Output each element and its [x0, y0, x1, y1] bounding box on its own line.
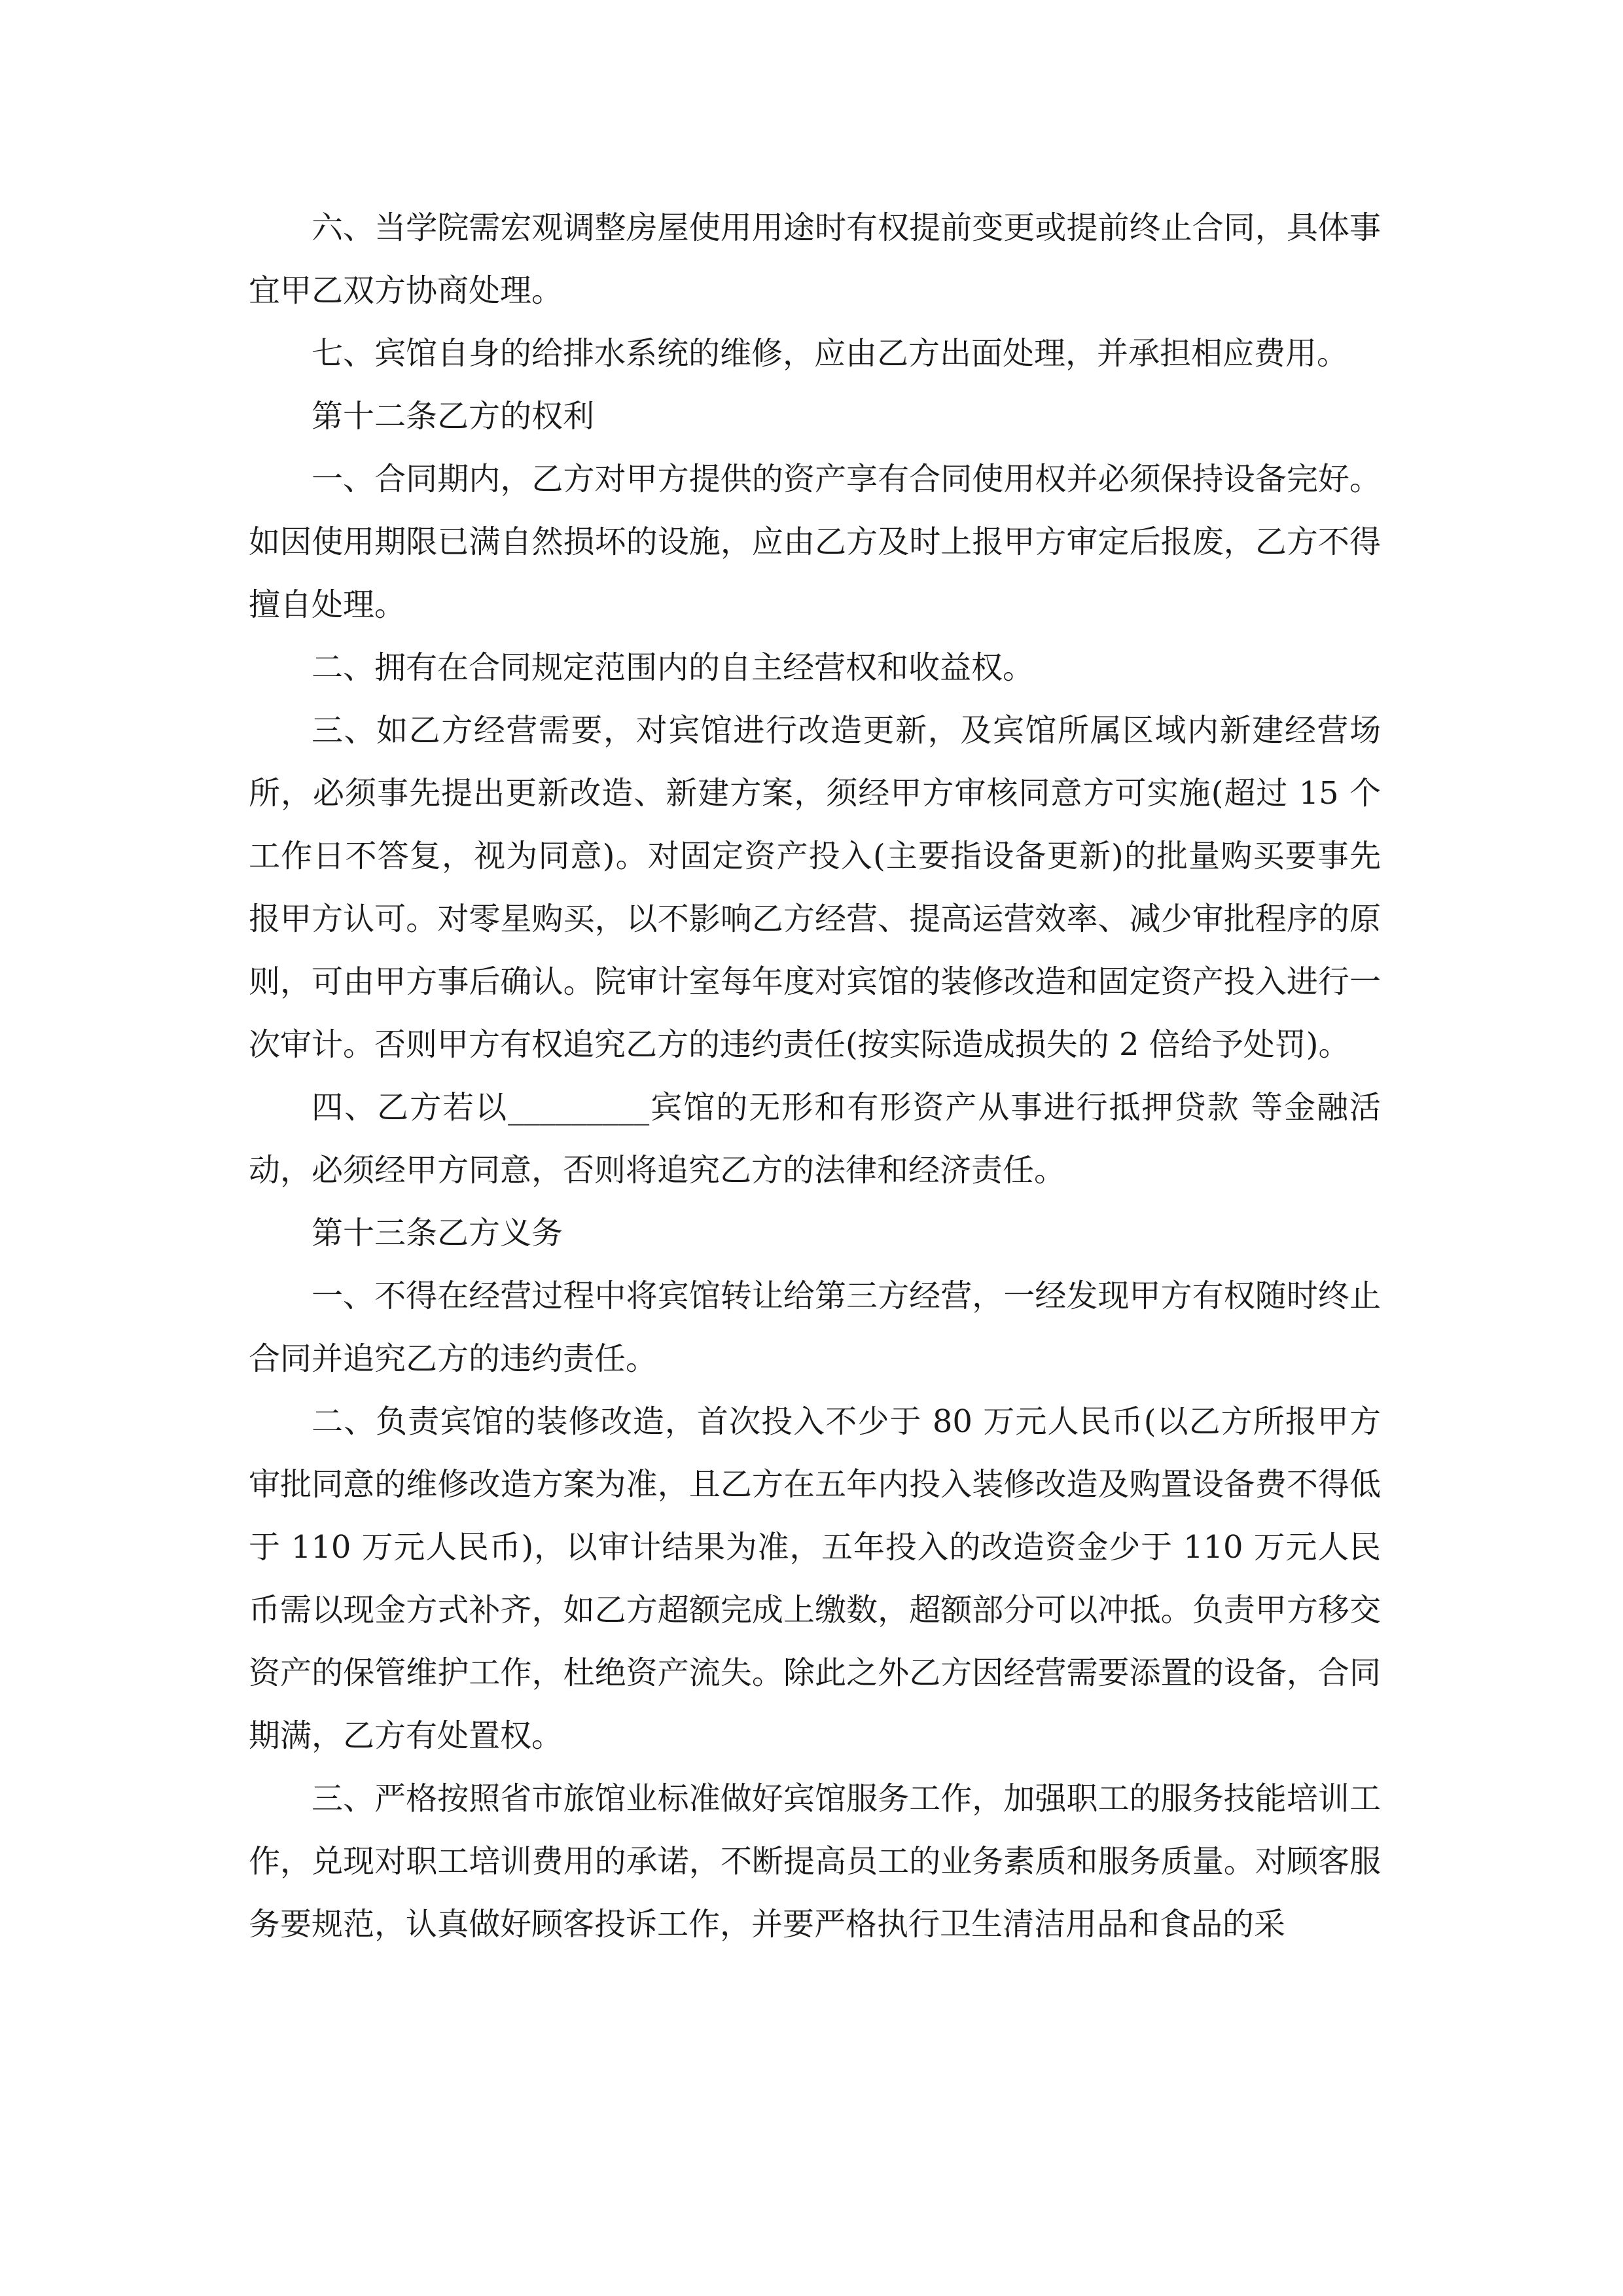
article-heading: 第十三条乙方义务: [312, 1215, 563, 1251]
clause-paragraph: 三、严格按照省市旅馆业标准做好宾馆服务工作，加强职工的服务技能培训工作，兑现对职工培训费用的承诺，不断提高员工的业务素质和服务质量。对顾客服务要规范，认真做好顾客投诉工作，并要严格执行卫生清洁用品和食品的采: [249, 1780, 1381, 1943]
clause-paragraph: 三、如乙方经营需要，对宾馆进行改造更新，及宾馆所属区域内新建经营场所，必须事先提出更新改造、新建方案，须经甲方审核同意方可实施(超过 15 个工作日不答复，视为同意)。对固定资产投入(主要指设备更新)的批量购买要事先报甲方认可。对零星购买，以不影响乙方经营、提高运营效率、减少审批程序的原则，可由甲方事后确认。院审计室每年度对宾馆的装修改造和固定资产投入进行一次审计。否则甲方有权追究乙方的违约责任(按实际造成损失的 2 倍给予处罚)。: [249, 712, 1381, 1063]
document-body: [249, 196, 1381, 1956]
clause-paragraph: 一、不得在经营过程中将宾馆转让给第三方经营，一经发现甲方有权随时终止合同并追究乙方的违约责任。: [249, 1278, 1381, 1377]
clause-paragraph: 四、乙方若以_________宾馆的无形和有形资产从事进行抵押贷款 等金融活动，必须经甲方同意，否则将追究乙方的法律和经济责任。: [249, 1089, 1381, 1189]
clause-paragraph: 二、拥有在合同规定范围内的自主经营权和收益权。: [312, 649, 1035, 686]
article-heading: 第十二条乙方的权利: [312, 398, 595, 435]
clause-paragraph: 二、负责宾馆的装修改造，首次投入不少于 80 万元人民币(以乙方所报甲方审批同意的维修改造方案为准，且乙方在五年内投入装修改造及购置设备费不得低于 110 万元人民币)，以审计结果为准，五年投入的改造资金少于 110 万元人民币需以现金方式补齐，如乙方超额完成上缴数，超额部分可以冲抵。负责甲方移交资产的保管维护工作，杜绝资产流失。除此之外乙方因经营需要添置的设备，合同期满，乙方有处置权。: [249, 1403, 1381, 1754]
clause-paragraph: 七、宾馆自身的给排水系统的维修，应由乙方出面处理，并承担相应费用。: [312, 335, 1349, 372]
clause-paragraph: 一、合同期内，乙方对甲方提供的资产享有合同使用权并必须保持设备完好。如因使用期限已满自然损坏的设施，应由乙方及时上报甲方审定后报废，乙方不得擅自处理。: [249, 461, 1381, 623]
clause-paragraph: 六、当学院需宏观调整房屋使用用途时有权提前变更或提前终止合同，具体事宜甲乙双方协商处理。: [249, 209, 1381, 309]
